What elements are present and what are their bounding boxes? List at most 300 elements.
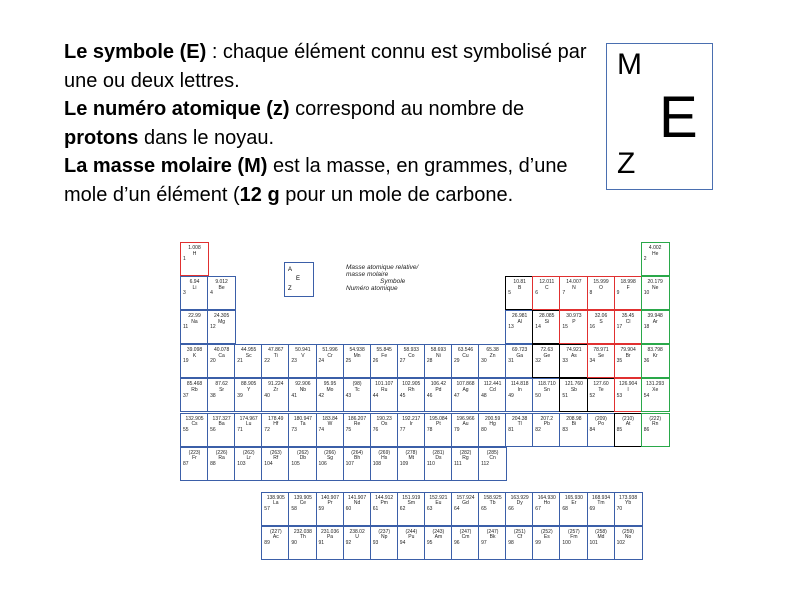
element-number: 112: [481, 460, 490, 467]
element-number: 39: [237, 392, 243, 399]
element-symbol: Ta: [300, 421, 306, 428]
element-symbol: Eu: [435, 500, 442, 507]
element-mass: 39.098: [186, 347, 203, 354]
element-symbol: Bh: [354, 455, 361, 462]
element-symbol: Nb: [299, 386, 307, 393]
element-number: 54: [643, 392, 650, 399]
element-number: 29: [454, 358, 460, 365]
element-symbol: Sn: [543, 386, 550, 393]
element-mass: (285): [486, 449, 499, 456]
element-mass: (258): [595, 528, 607, 535]
element-number: 18: [643, 324, 650, 331]
element-number: 5: [508, 290, 511, 297]
element-mass: 163.929: [510, 494, 529, 501]
element-number: 57: [264, 505, 270, 512]
element-symbol: Hs: [381, 455, 388, 462]
element-cell-lu: [234, 413, 263, 447]
element-number: 43: [345, 392, 352, 399]
element-symbol: Cf: [517, 534, 523, 541]
element-number: 69: [589, 505, 596, 512]
element-symbol: Md: [597, 534, 605, 541]
element-mass: 178.49: [268, 415, 284, 422]
element-cell-cs: [180, 413, 209, 447]
element-number: 37: [183, 392, 189, 399]
element-number: 106: [318, 460, 327, 467]
element-mass: 55.845: [376, 347, 392, 354]
element-number: 21: [237, 358, 243, 365]
element-mass: 192.217: [402, 415, 421, 422]
element-symbol: Mg: [218, 318, 226, 325]
element-number: 10: [643, 290, 650, 297]
element-mass: (257): [568, 528, 580, 535]
element-mass: 95.95: [323, 381, 337, 388]
element-symbol: H: [192, 250, 197, 257]
element-number: 110: [426, 460, 435, 467]
element-number: 34: [589, 358, 596, 365]
atomic-number-definition: correspond au nombre de: [289, 98, 525, 120]
element-symbol: In: [517, 386, 522, 393]
element-number: 49: [508, 392, 514, 399]
element-cell-rf: [261, 447, 290, 481]
element-mass: 127.60: [593, 381, 609, 388]
element-symbol: N: [572, 284, 576, 291]
element-number: 71: [237, 426, 243, 433]
element-number: 86: [643, 426, 650, 433]
element-cell-n: [559, 276, 588, 310]
element-mass: (263): [269, 449, 282, 456]
element-mass: 40.078: [213, 347, 230, 354]
element-number: 45: [399, 392, 406, 399]
element-mass: 168.934: [591, 494, 611, 501]
element-number: 53: [616, 392, 623, 399]
element-cell-y: [234, 378, 263, 412]
element-cell-ho: [532, 492, 561, 526]
element-mass: 238.02: [349, 528, 365, 535]
element-number: 82: [535, 426, 541, 433]
element-mass: 208.98: [566, 415, 582, 422]
element-symbol: Np: [380, 534, 388, 541]
element-symbol: Rg: [462, 455, 469, 462]
element-cell-zn: [478, 344, 507, 378]
element-symbol: Bi: [571, 421, 577, 428]
element-cell-p: [559, 310, 588, 344]
element-number: 104: [264, 460, 273, 467]
element-symbol: As: [570, 352, 577, 359]
element-cell-fr: [180, 447, 209, 481]
element-number: 99: [535, 539, 541, 546]
element-mass: (264): [351, 449, 363, 456]
element-mass: 207.2: [540, 415, 554, 422]
element-number: 26: [372, 358, 379, 365]
element-mass: 231.036: [320, 528, 340, 535]
element-cell-dy: [505, 492, 534, 526]
element-cell-ar: [641, 310, 670, 344]
element-cell-ru: [370, 378, 399, 412]
element-symbol: Gd: [462, 500, 469, 507]
element-cell-co: [397, 344, 426, 378]
element-number: 91: [318, 539, 325, 546]
element-number: 108: [372, 460, 382, 467]
legend-symbol-label: E: [659, 85, 698, 150]
element-cell-kr: [641, 344, 670, 378]
element-mass: 35.45: [621, 313, 635, 320]
element-mass: 114.818: [510, 381, 529, 388]
legend-mass-label: M: [617, 48, 642, 81]
element-number: 2: [643, 256, 647, 263]
element-cell-al: [505, 310, 534, 344]
element-symbol: Tc: [354, 386, 360, 393]
element-cell-w: [316, 413, 345, 447]
key-mass-label: A: [288, 267, 293, 273]
element-number: 16: [589, 324, 596, 331]
element-symbol: S: [599, 318, 603, 325]
element-symbol: La: [273, 500, 279, 507]
element-number: 44: [372, 392, 379, 399]
element-number: 100: [562, 539, 571, 546]
element-cell-nb: [288, 378, 317, 412]
element-mass: 196.966: [456, 415, 475, 422]
element-mass: (252): [540, 528, 553, 535]
key-label-molar: masse molaire: [346, 271, 389, 278]
element-number: 4: [210, 290, 213, 297]
element-mass: 6.94: [189, 279, 200, 286]
element-mass: 204.38: [512, 415, 528, 422]
element-symbol: Lu: [245, 421, 252, 428]
element-symbol: Hg: [489, 421, 496, 428]
element-mass: 20.179: [647, 279, 663, 286]
element-mass: 140.907: [320, 494, 340, 501]
element-number: 25: [345, 358, 352, 365]
element-number: 8: [589, 290, 593, 297]
element-cell-hf: [261, 413, 290, 447]
element-mass: 22.99: [188, 313, 201, 320]
element-mass: 65.38: [486, 347, 499, 354]
element-symbol: Rf: [273, 455, 279, 462]
element-symbol: Xe: [652, 386, 659, 393]
element-mass: 173.938: [619, 494, 638, 501]
element-cell-mt: [397, 447, 426, 481]
element-number: 97: [481, 539, 487, 546]
element-number: 60: [345, 505, 352, 512]
element-cell-si: [532, 310, 561, 344]
element-cell-i: [614, 378, 643, 412]
symbol-definition: : chaque élément connu est symbolisé par une ou deux lettres.: [64, 41, 587, 92]
element-number: 41: [291, 392, 297, 399]
element-mass: 26.981: [512, 313, 528, 320]
element-symbol: Ho: [543, 500, 550, 507]
element-number: 72: [264, 426, 270, 433]
element-cell-tc: [343, 378, 372, 412]
element-cell-tm: [587, 492, 616, 526]
element-mass: 24.305: [213, 313, 230, 320]
molar-mass-definition: est la masse, en grammes, d’une mole d’un élément (: [64, 155, 568, 206]
element-number: 78: [426, 426, 433, 433]
element-cell-gd: [451, 492, 480, 526]
element-symbol: Fr: [192, 455, 197, 462]
element-cell-am: [424, 526, 453, 560]
element-cell-s: [587, 310, 616, 344]
element-cell-ba: [207, 413, 236, 447]
element-cell-yb: [614, 492, 643, 526]
protons-term: protons: [64, 126, 139, 149]
atomic-number-definition-end: dans le noyau.: [138, 126, 275, 149]
element-symbol: B: [518, 284, 522, 291]
element-cell-fm: [559, 526, 588, 560]
element-cell-in: [505, 378, 534, 412]
element-cell-au: [451, 413, 480, 447]
element-symbol: Ne: [651, 284, 659, 291]
element-cell-v: [288, 344, 317, 378]
element-number: 22: [264, 358, 270, 365]
element-mass: 88.905: [241, 381, 257, 388]
element-symbol: Cl: [625, 318, 631, 325]
element-mass: 51.996: [322, 347, 338, 354]
element-mass: (98): [352, 381, 362, 388]
element-cell-sb: [559, 378, 588, 412]
element-cell-k: [180, 344, 209, 378]
element-cell-cf: [505, 526, 534, 560]
element-mass: 32.06: [594, 313, 608, 320]
element-number: 46: [426, 392, 433, 399]
element-number: 7: [562, 290, 566, 297]
element-symbol: Ba: [218, 421, 225, 428]
element-symbol: Pm: [380, 500, 388, 507]
element-symbol: Ds: [435, 455, 442, 462]
element-symbol: Ra: [218, 455, 225, 462]
element-cell-ac: [261, 526, 290, 560]
element-symbol: Zn: [489, 352, 496, 359]
element-cell-ga: [505, 344, 534, 378]
element-symbol: No: [624, 534, 632, 541]
element-cell-np: [370, 526, 399, 560]
element-mass: 112.441: [483, 381, 502, 388]
element-symbol: Yb: [625, 500, 632, 507]
molar-mass-term: La masse molaire (M): [64, 155, 268, 177]
element-cell-pd: [424, 378, 453, 412]
element-mass: 157.924: [456, 494, 475, 501]
element-cell-mn: [343, 344, 372, 378]
element-mass: 58.693: [430, 347, 447, 354]
element-cell-c: [532, 276, 561, 310]
element-symbol: Ni: [436, 352, 441, 359]
element-number: 89: [264, 539, 270, 546]
element-number: 19: [183, 358, 189, 365]
element-mass: 44.955: [241, 347, 257, 354]
element-symbol: Fe: [381, 352, 388, 359]
element-number: 31: [508, 358, 514, 365]
element-mass: 195.084: [429, 415, 448, 422]
element-symbol: Sb: [570, 386, 577, 393]
element-cell-na: [180, 310, 209, 344]
element-symbol: Tm: [597, 500, 605, 507]
element-mass: 131.293: [646, 381, 665, 388]
element-symbol: At: [625, 421, 631, 428]
element-symbol: Po: [597, 421, 605, 428]
element-number: 102: [616, 539, 625, 546]
element-cell-as: [559, 344, 588, 378]
element-cell-cr: [316, 344, 345, 378]
element-cell-ir: [397, 413, 426, 447]
element-symbol: Si: [544, 318, 550, 325]
key-label-symbol: Symbole: [380, 278, 406, 285]
element-number: 38: [210, 392, 216, 399]
element-cell-th: [288, 526, 317, 560]
element-cell-nd: [343, 492, 372, 526]
element-number: 87: [183, 460, 189, 467]
element-number: 15: [562, 324, 568, 331]
element-cell-sc: [234, 344, 263, 378]
element-symbol: Ca: [218, 352, 225, 359]
element-cell-la: [261, 492, 290, 526]
element-symbol: Pu: [408, 534, 415, 541]
element-symbol: Dy: [516, 500, 523, 507]
element-number: 13: [508, 324, 514, 331]
element-symbol: Ti: [273, 352, 278, 359]
element-mass: 107.868: [456, 381, 475, 388]
element-number: 64: [454, 505, 460, 512]
element-cell-eu: [424, 492, 453, 526]
element-cell-u: [343, 526, 372, 560]
element-number: 109: [399, 460, 409, 467]
element-cell-rh: [397, 378, 426, 412]
element-symbol: Li: [192, 284, 197, 291]
element-mass: 180.947: [293, 415, 312, 422]
element-mass: 54.938: [349, 347, 365, 354]
element-mass: 132.905: [185, 415, 204, 422]
element-cell-ta: [288, 413, 317, 447]
element-symbol: Pa: [326, 534, 334, 541]
element-number: 40: [264, 392, 270, 399]
element-number: 80: [481, 426, 487, 433]
element-number: 61: [372, 505, 379, 512]
element-cell-rn: [641, 413, 670, 447]
element-mass: 63.546: [457, 347, 474, 354]
element-mass: (247): [459, 528, 472, 535]
element-mass: (251): [513, 528, 526, 535]
element-mass: 15.999: [593, 279, 609, 286]
element-cell-f: [614, 276, 643, 310]
element-mass: (266): [324, 449, 336, 456]
element-number: 50: [535, 392, 541, 399]
element-cell-h: [180, 242, 209, 276]
element-cell-db: [288, 447, 317, 481]
element-symbol: Re: [353, 421, 361, 428]
element-symbol: Kr: [652, 352, 658, 359]
element-symbol: Rn: [651, 421, 659, 428]
element-symbol: Pr: [327, 500, 333, 507]
element-mass: 121.760: [564, 381, 583, 388]
element-mass: 14.007: [566, 279, 582, 286]
element-cell-hg: [478, 413, 507, 447]
element-mass: 137.327: [212, 415, 231, 422]
element-symbol: Zr: [273, 386, 279, 393]
element-cell-bk: [478, 526, 507, 560]
element-cell-be: [207, 276, 236, 310]
element-number: 92: [345, 539, 352, 546]
element-cell-ds: [424, 447, 453, 481]
element-cell-re: [343, 413, 372, 447]
element-symbol: Am: [434, 534, 443, 541]
element-cell-no: [614, 526, 643, 560]
element-mass: 83.798: [647, 347, 663, 354]
element-cell-pb: [532, 413, 561, 447]
element-symbol: P: [572, 318, 576, 325]
element-symbol: Mn: [353, 352, 361, 359]
key-symbol-label: E: [296, 276, 301, 282]
element-number: 81: [508, 426, 514, 433]
element-cell-ne: [641, 276, 670, 310]
element-cell-ag: [451, 378, 480, 412]
element-cell-md: [587, 526, 616, 560]
element-symbol: He: [651, 250, 659, 257]
element-cell-sm: [397, 492, 426, 526]
element-number: 93: [372, 539, 379, 546]
element-cell-sn: [532, 378, 561, 412]
element-cell-pt: [424, 413, 453, 447]
element-number: 103: [237, 460, 246, 467]
element-mass: 138.905: [266, 494, 285, 501]
element-symbol: U: [355, 534, 359, 541]
element-mass: 158.925: [483, 494, 502, 501]
element-number: 95: [426, 539, 433, 546]
element-number: 14: [535, 324, 541, 331]
element-mass: 47.867: [268, 347, 284, 354]
element-cell-b: [505, 276, 534, 310]
element-symbol: Ac: [272, 534, 279, 541]
legend-number-label: Z: [617, 147, 636, 180]
element-number: 52: [589, 392, 596, 399]
element-mass: 92.906: [295, 381, 311, 388]
element-symbol: Er: [571, 500, 577, 507]
element-number: 17: [616, 324, 623, 331]
element-cell-hs: [370, 447, 399, 481]
element-mass: 232.038: [293, 528, 312, 535]
element-number: 58: [291, 505, 297, 512]
element-number: 70: [616, 505, 623, 512]
element-cell-se: [587, 344, 616, 378]
element-cell-ca: [207, 344, 236, 378]
element-cell-ra: [207, 447, 236, 481]
element-mass: (209): [595, 415, 607, 422]
element-cell-cd: [478, 378, 507, 412]
element-number: 51: [562, 392, 568, 399]
element-mass: 12.011: [539, 279, 555, 286]
element-number: 42: [318, 392, 325, 399]
element-symbol: Os: [380, 421, 388, 428]
element-mass: (282): [459, 449, 472, 456]
element-cell-cn: [478, 447, 507, 481]
element-mass: (223): [188, 449, 201, 456]
element-mass: (278): [405, 449, 418, 456]
element-mass: (222): [649, 415, 662, 422]
element-symbol: Ir: [409, 421, 413, 428]
element-mass: 118.710: [537, 381, 556, 388]
element-mass: 78.971: [593, 347, 609, 354]
element-mass: 69.723: [512, 347, 528, 354]
element-mass: 28.085: [539, 313, 555, 320]
element-cell-tl: [505, 413, 534, 447]
element-mass: 102.905: [402, 381, 421, 388]
element-symbol: O: [599, 284, 603, 291]
element-cell-ge: [532, 344, 561, 378]
element-symbol: Th: [299, 534, 306, 541]
element-symbol: Hf: [273, 421, 279, 428]
element-symbol: Mo: [326, 386, 334, 393]
element-mass: 74.921: [566, 347, 582, 354]
element-number: 32: [535, 358, 541, 365]
element-mass: 174.967: [239, 415, 258, 422]
element-cell-cu: [451, 344, 480, 378]
